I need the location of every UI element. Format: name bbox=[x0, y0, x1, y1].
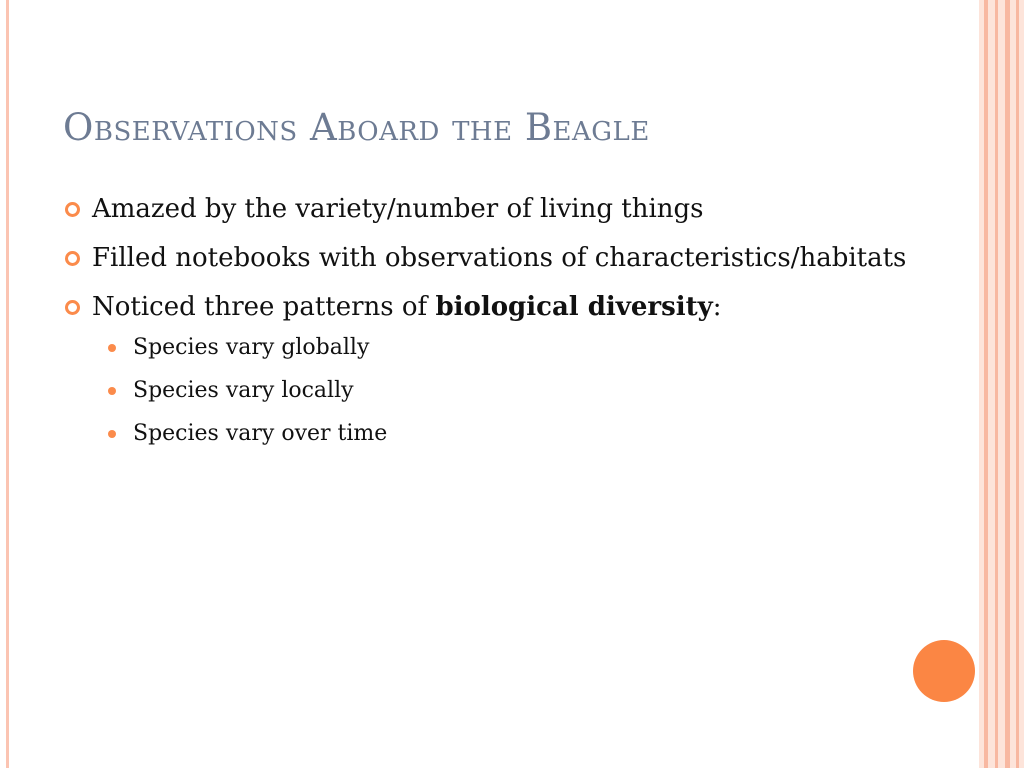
ring-bullet-icon bbox=[65, 251, 80, 266]
decorative-stripe bbox=[1005, 0, 1010, 768]
dot-bullet-icon bbox=[108, 387, 116, 395]
sub-bullet-item bbox=[62, 376, 922, 406]
bullet-item bbox=[62, 288, 922, 327]
decorative-circle bbox=[913, 640, 975, 702]
left-border-line bbox=[6, 0, 9, 768]
sub-bullet-text: Species vary globally bbox=[133, 335, 370, 360]
decorative-stripe bbox=[1016, 0, 1019, 768]
bullet-item bbox=[62, 239, 922, 278]
bullet-text: Amazed by the variety/number of living things bbox=[92, 194, 704, 224]
sub-bullet-item bbox=[62, 333, 922, 363]
sub-bullet-text: Species vary over time bbox=[133, 421, 388, 446]
slide-body bbox=[62, 190, 922, 462]
bullet-item bbox=[62, 190, 922, 229]
decorative-stripe bbox=[995, 0, 998, 768]
sub-bullet-item bbox=[62, 419, 922, 449]
bullet-text: Noticed three patterns of bbox=[92, 292, 436, 322]
ring-bullet-icon bbox=[65, 202, 80, 217]
bullet-text: : bbox=[712, 292, 722, 322]
slide-title: Observations Aboard the Beagle bbox=[63, 106, 650, 149]
bullet-bold-term: biological diversity bbox=[435, 292, 713, 322]
dot-bullet-icon bbox=[108, 344, 116, 352]
ring-bullet-icon bbox=[65, 300, 80, 315]
bullet-text: Filled notebooks with observations of characteristics/habitats bbox=[92, 243, 907, 273]
dot-bullet-icon bbox=[108, 430, 116, 438]
decorative-stripe bbox=[984, 0, 988, 768]
sub-bullet-text: Species vary locally bbox=[133, 378, 354, 403]
sub-bullet-list bbox=[62, 333, 922, 449]
